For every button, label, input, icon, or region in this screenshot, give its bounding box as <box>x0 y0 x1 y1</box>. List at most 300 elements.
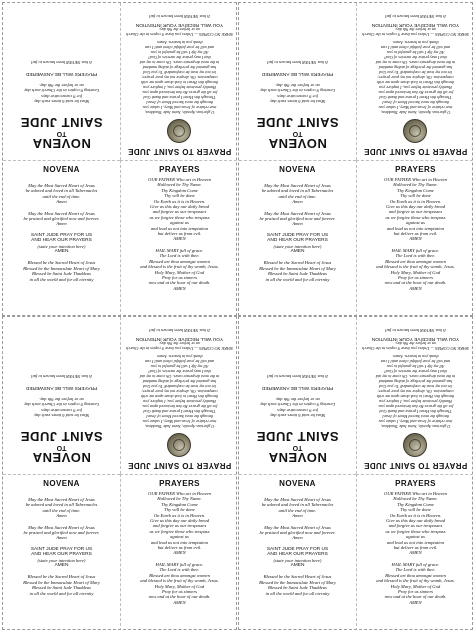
our-father-line: and forgive us our trespasses <box>388 209 443 215</box>
sacred-heart-line: May the Most Sacred Heart of Jesus <box>264 183 331 188</box>
hail-mary-line: now and at the hour of our death. <box>148 280 211 286</box>
copies-note: MAKE NO COPIES — Unless you leave 9 copies in the Church on or before the 9th day. <box>126 341 233 351</box>
card-front-novena <box>3 160 120 316</box>
hail-mary-line: and blessed is the fruit of thy womb, Jesus. <box>376 578 455 584</box>
blessed-line: Blessed be the Immaculate Heart of Mary <box>259 265 336 271</box>
hail-mary-line: HAIL MARY full of grace. <box>391 247 440 253</box>
prayers-front-panel <box>121 475 237 630</box>
our-father-line: but deliver us from evil. <box>393 231 438 237</box>
never-fail-line: It has NEVER been known to fail <box>267 373 328 379</box>
our-father-line: as we forgive those who trespass <box>385 214 446 220</box>
novena-back-panel <box>239 317 356 474</box>
saint-jude-prayer-line: All my life I will be grateful to you <box>386 50 445 55</box>
hail-mary-line: and blessed is the fruit of thy womb, Jesus. <box>376 264 455 270</box>
saint-jude-prayer-line: true relative of Jesus and Mary, I salute you <box>142 419 217 424</box>
hail-mary-line: The Lord is with thee. <box>395 567 436 573</box>
saint-jude-prayer-line: for all the graces He has bestowed upon you. <box>377 404 454 409</box>
instruction-line: Leaving 9 copies in the Church each day <box>260 402 335 408</box>
blessed-line: Blessed be Saint Jude Thaddeus <box>268 585 327 591</box>
hail-mary-line: Holy Mary, Mother of God <box>390 583 441 589</box>
saint-jude-prayer-line: and will be your faithful client until I can <box>380 45 451 50</box>
blessed-line: in all the world and for all eternity <box>265 590 330 596</box>
saint-jude-prayer-line: O glorious Apostle, Saint Jude Thaddeus, <box>380 424 451 429</box>
saint-jude-prayer-line: true relative of Jesus and Mary, I salute you <box>378 105 453 110</box>
hail-mary-line: now and at the hour of our death. <box>384 280 447 286</box>
novena-heading: NOVENA <box>268 450 327 465</box>
blessed-line: Blessed be the Immaculate Heart of Mary <box>23 265 100 271</box>
our-father-line: Thy Kingdom Come <box>397 187 434 193</box>
our-father-line: and forgive us our trespasses <box>388 523 443 529</box>
sacred-heart-line: May the Most Sacred Heart of Jesus <box>28 497 95 502</box>
saint-jude-prayer-line: Humbly prostrate before you, I implore you <box>143 399 216 404</box>
our-father-line: and forgive us our trespasses <box>152 209 207 215</box>
sacred-heart-line: until the end of time. <box>42 193 81 199</box>
prayers-front-panel <box>357 475 473 630</box>
saint-jude-prayer-line: in the most desperate cases. Oh come to my aid <box>375 374 456 379</box>
saint-jude-prayer-line: All my life I will be grateful to you <box>150 50 209 55</box>
pray-for-us-line: SAINT JUDE PRAY FOR US <box>266 546 329 552</box>
our-father-line: against us <box>170 220 189 226</box>
card-back-novena <box>239 3 356 160</box>
copies-note: MAKE NO COPIES — Unless you leave 9 copies in the Church on or before the 9th day. <box>126 27 233 37</box>
our-father-line: Thy Kingdom Come <box>397 501 434 507</box>
instruction-line: for 9 consecutive days <box>277 407 318 413</box>
sacred-heart-line: be adored and loved in all Tabernacles <box>261 502 334 508</box>
novena-heading: NOVENA <box>32 450 91 465</box>
saint-jude-prayer-line: O glorious Apostle, Saint Jude Thaddeus, <box>380 110 451 115</box>
praise-line: Amen <box>292 221 303 227</box>
amen-line: AMEN <box>290 249 305 255</box>
saint-jude-prayer-line: All my life I will be grateful to you <box>150 364 209 369</box>
instruction-line: Must be said 6 times each day <box>269 413 326 418</box>
saint-jude-heading: SAINT JUDE <box>20 429 103 444</box>
our-father-line: Thy Kingdom Come <box>161 501 198 507</box>
our-father-line: Thy will be done <box>400 507 431 513</box>
instruction-line: for 9 consecutive days <box>41 407 82 413</box>
hail-mary-line: Holy Mary, Mother of God <box>390 269 441 275</box>
our-father-line: against us <box>406 220 425 226</box>
prayers-title: PRAYERS <box>395 479 436 488</box>
our-father-line: Thy will be done <box>400 193 431 199</box>
hail-mary-line: Holy Mary, Mother of God <box>154 269 205 275</box>
intention-line: YOU WILL RECEIVE YOUR INTENTION <box>371 336 460 341</box>
answered-line: PRAYERS WILL BE ANSWERED <box>261 385 334 391</box>
sacred-heart-line: Amen <box>56 513 67 519</box>
hear-prayers-line: AND HEAR OUR PRAYERS <box>31 552 92 558</box>
instruction-line: on or before the 9th day. <box>275 396 320 402</box>
pray-for-us-line: SAINT JUDE PRAY FOR US <box>266 232 329 238</box>
answered-line: PRAYERS WILL BE ANSWERED <box>261 71 334 77</box>
our-father-line: AMEN <box>409 236 422 242</box>
prayer-card <box>2 316 237 630</box>
saint-jude-prayer-line: let not my trust be confounded! To you God <box>379 384 452 389</box>
hail-mary-line: HAIL MARY full of grace. <box>391 561 440 567</box>
hail-mary-line: The Lord is with thee. <box>395 253 436 259</box>
hear-prayers-line: AND HEAR OUR PRAYERS <box>267 238 328 244</box>
novena-title: NOVENA <box>279 479 316 488</box>
prayer-to-saint-jude-title: PRAYER TO SAINT JUDE <box>127 147 232 156</box>
saint-jude-prayer-line: Through this Heart I praise and thank God <box>379 95 452 100</box>
saint-jude-prayer-line: Through this Heart I praise and thank God <box>143 409 216 414</box>
saint-jude-prayer-line: Humbly prostrate before you, I implore you <box>379 85 452 90</box>
saint-jude-prayer-line: through the most Sacred Heart of Jesus! <box>381 100 450 105</box>
novena-title: NOVENA <box>43 165 80 174</box>
hail-mary-line: The Lord is with thee. <box>159 253 200 259</box>
hear-prayers-line: AND HEAR OUR PRAYERS <box>31 238 92 244</box>
instruction-line: for 9 consecutive days <box>41 93 82 99</box>
prayers-title: PRAYERS <box>159 165 200 174</box>
our-father-line: Hallowed be Thy Name. <box>393 496 438 502</box>
instruction-line: Must be said 6 times each day <box>33 99 90 104</box>
answered-line: PRAYERS WILL BE ANSWERED <box>25 385 98 391</box>
blessed-line: Blessed be the Immaculate Heart of Mary <box>23 579 100 585</box>
novena-title: NOVENA <box>43 479 80 488</box>
our-father-line: and lead us not into temptation <box>150 225 209 231</box>
our-father-line: Hallowed be Thy Name. <box>393 182 438 188</box>
saint-jude-medal-image <box>404 119 428 143</box>
hail-mary-line: HAIL MARY full of grace. <box>155 247 204 253</box>
saint-jude-prayer-line: that I may praise the mercies of God! <box>384 369 447 374</box>
instruction-line: for 9 consecutive days <box>277 93 318 99</box>
to-heading: TO <box>292 444 303 451</box>
our-father-line: On Earth as it is in Heaven. <box>153 512 206 518</box>
saint-jude-prayer-line: in the most desperate cases. Oh come to my aid <box>375 60 456 65</box>
hail-mary-line: Pray for us sinners <box>161 274 198 280</box>
praise-line: be praised and glorified now and forever. <box>23 530 100 536</box>
our-father-line: and forgive us our trespasses <box>152 523 207 529</box>
praise-line: be praised and glorified now and forever. <box>259 530 336 536</box>
saint-jude-heading: SAINT JUDE <box>20 115 103 130</box>
saint-jude-prayer-line: true relative of Jesus and Mary, I salute you <box>142 105 217 110</box>
saint-jude-prayer-line: through the most Sacred Heart of Jesus! <box>145 100 214 105</box>
copies-note: MAKE NO COPIES — Unless you leave 9 copies in the Church on or before the 9th day. <box>362 27 469 37</box>
saint-jude-prayer-line: compassion. Oh, despise not my poor prayer; <box>141 389 218 394</box>
saint-jude-prayer-line: that I may praise the mercies of God! <box>148 55 211 60</box>
our-father-line: as we forgive those who trespass <box>149 528 210 534</box>
prayers-back-panel <box>121 317 237 474</box>
saint-jude-prayer-line: has granted the privilege of aiding mankind <box>142 65 217 70</box>
saint-jude-prayer-line: and will be your faithful client until I can <box>380 359 451 364</box>
card-front-novena <box>239 474 356 630</box>
saint-jude-prayer-line: and will be your faithful client until I can <box>144 45 215 50</box>
card-back-novena <box>3 3 120 160</box>
blessed-line: in all the world and for all eternity <box>29 590 94 596</box>
answered-line: PRAYERS WILL BE ANSWERED <box>25 71 98 77</box>
praise-line: Amen <box>292 535 303 541</box>
saint-jude-medal-image <box>168 433 192 457</box>
blessed-line: Blessed be Saint Jude Thaddeus <box>268 271 327 277</box>
saint-jude-prayer-line: thank you in heaven. Amen. <box>156 40 203 45</box>
amen-line: AMEN <box>54 249 69 255</box>
saint-jude-medal-image <box>168 119 192 143</box>
hail-mary-line: AMEN <box>173 285 186 291</box>
hail-mary-line: AMEN <box>173 599 186 605</box>
spacer <box>8 104 115 110</box>
saint-jude-prayer-line: in the most desperate cases. Oh come to my aid <box>139 374 220 379</box>
our-father-line: OUR FATHER Who art in Heaven <box>148 177 211 182</box>
intention-note: (state your intention here) <box>37 557 86 563</box>
hail-mary-line: Pray for us sinners <box>397 588 434 594</box>
blessed-line: Blessed be the Sacred Heart of Jesus <box>27 574 96 580</box>
copies-note: MAKE NO COPIES — Unless you leave 9 copies in the Church on or before the 9th day. <box>362 341 469 351</box>
our-father-line: as we forgive those who trespass <box>149 214 210 220</box>
never-fail-line: It has NEVER been known to fail <box>385 13 446 19</box>
card-front-prayers <box>356 160 473 316</box>
card-back-prayer <box>120 3 237 160</box>
amen-line: AMEN <box>54 563 69 569</box>
hear-prayers-line: AND HEAR OUR PRAYERS <box>267 552 328 558</box>
never-fail-line: It has NEVER been known to fail <box>149 13 210 19</box>
hail-mary-line: and blessed is the fruit of thy womb, Jesus. <box>140 578 219 584</box>
saint-jude-prayer-line: through this Heart to look down upon me with <box>140 394 219 399</box>
our-father-line: Thy Kingdom Come <box>161 187 198 193</box>
our-father-line: but deliver us from evil. <box>157 545 202 551</box>
novena-front-panel <box>239 475 356 630</box>
prayers-title: PRAYERS <box>159 479 200 488</box>
our-father-line: OUR FATHER Who art in Heaven <box>384 491 447 496</box>
hail-mary-line: Pray for us sinners <box>397 274 434 280</box>
never-fail-line: It has NEVER been known to fail <box>31 373 92 379</box>
blessed-line: Blessed be Saint Jude Thaddeus <box>32 271 91 277</box>
saint-jude-prayer-line: and will be your faithful client until I can <box>144 359 215 364</box>
saint-jude-prayer-line: compassion. Oh, despise not my poor prayer; <box>141 75 218 80</box>
our-father-line: AMEN <box>173 550 186 556</box>
card-back-novena <box>3 317 120 474</box>
prayers-title: PRAYERS <box>395 165 436 174</box>
never-fail-line: It has NEVER been known to fail <box>267 59 328 65</box>
saint-jude-prayer-line: for all the graces He has bestowed upon you. <box>141 404 218 409</box>
saint-jude-heading: SAINT JUDE <box>256 115 339 130</box>
our-father-line: Give us this day our daily bread <box>385 518 446 524</box>
saint-jude-prayer-line: for all the graces He has bestowed upon you. <box>141 90 218 95</box>
our-father-line: against us <box>406 534 425 540</box>
hail-mary-line: Blessed art thou amongst women <box>149 258 210 264</box>
our-father-line: but deliver us from evil. <box>393 545 438 551</box>
saint-jude-medal-image <box>404 433 428 457</box>
pray-for-us-line: SAINT JUDE PRAY FOR US <box>30 232 93 238</box>
instruction-line: on or before the 9th day. <box>39 396 84 402</box>
saint-jude-prayer-line: Through this Heart I praise and thank God <box>379 409 452 414</box>
saint-jude-prayer-line: O glorious Apostle, Saint Jude Thaddeus, <box>144 424 215 429</box>
amen-line: AMEN <box>290 563 305 569</box>
hail-mary-line: AMEN <box>409 285 422 291</box>
novena-front-panel <box>3 475 120 630</box>
hail-mary-line: now and at the hour of our death. <box>148 594 211 600</box>
saint-jude-prayer-line: thank you in heaven. Amen. <box>392 354 439 359</box>
novena-heading: NOVENA <box>268 136 327 151</box>
saint-jude-prayer-line: through this Heart to look down upon me with <box>376 394 455 399</box>
our-father-line: Thy will be done <box>164 507 195 513</box>
our-father-line: but deliver us from evil. <box>157 231 202 237</box>
praise-line: Amen <box>56 221 67 227</box>
intention-line: YOU WILL RECEIVE YOUR INTENTION <box>135 22 224 27</box>
our-father-line: OUR FATHER Who art in Heaven <box>148 491 211 496</box>
saint-jude-prayer-line: through the most Sacred Heart of Jesus! <box>145 414 214 419</box>
card-back-novena <box>239 317 356 474</box>
prayers-back-panel <box>121 3 237 160</box>
praise-line: May the Most Sacred Heart of Jesus <box>264 524 331 530</box>
saint-jude-prayer-line: for all the graces He has bestowed upon you. <box>377 90 454 95</box>
instruction-line: Leaving 9 copies in the Church each day <box>24 88 99 94</box>
intention-note: (state your intention here) <box>273 243 322 249</box>
instruction-line: Must be said 6 times each day <box>269 99 326 104</box>
saint-jude-prayer-line: Humbly prostrate before you, I implore you <box>143 85 216 90</box>
sacred-heart-line: be adored and loved in all Tabernacles <box>261 188 334 194</box>
novena-back-panel <box>3 317 120 474</box>
prayers-front-panel <box>357 161 473 316</box>
card-back-prayer <box>120 317 237 474</box>
card-front-prayers <box>120 474 237 630</box>
sacred-heart-line: Amen <box>292 513 303 519</box>
our-father-line: against us <box>170 534 189 540</box>
to-heading: TO <box>56 130 67 137</box>
saint-jude-prayer-line: through this Heart to look down upon me with <box>140 80 219 85</box>
saint-jude-prayer-line: that I may praise the mercies of God! <box>384 55 447 60</box>
to-heading: TO <box>292 130 303 137</box>
hail-mary-line: The Lord is with thee. <box>159 567 200 573</box>
saint-jude-prayer-line: Humbly prostrate before you, I implore you <box>379 399 452 404</box>
our-father-line: OUR FATHER Who art in Heaven <box>384 177 447 182</box>
blessed-line: Blessed be the Immaculate Heart of Mary <box>259 579 336 585</box>
our-father-line: Give us this day our daily bread <box>149 518 210 524</box>
our-father-line: Give us this day our daily bread <box>149 204 210 210</box>
prayers-back-panel <box>357 3 473 160</box>
praise-line: May the Most Sacred Heart of Jesus <box>264 210 331 216</box>
card-front-prayers <box>356 474 473 630</box>
saint-jude-prayer-line: through the most Sacred Heart of Jesus! <box>381 414 450 419</box>
hail-mary-line: Blessed art thou amongst women <box>385 572 446 578</box>
our-father-line: and lead us not into temptation <box>150 539 209 545</box>
our-father-line: Thy will be done <box>164 193 195 199</box>
blessed-line: Blessed be the Sacred Heart of Jesus <box>263 574 332 580</box>
sacred-heart-line: until the end of time. <box>278 507 317 513</box>
novena-heading: NOVENA <box>32 136 91 151</box>
our-father-line: On Earth as it is in Heaven. <box>389 198 442 204</box>
saint-jude-prayer-line: O glorious Apostle, Saint Jude Thaddeus, <box>144 110 215 115</box>
sacred-heart-line: be adored and loved in all Tabernacles <box>25 188 98 194</box>
saint-jude-prayer-line: let not my trust be confounded! To you God <box>379 70 452 75</box>
saint-jude-prayer-line: through this Heart to look down upon me with <box>376 80 455 85</box>
prayers-back-panel <box>357 317 473 474</box>
saint-jude-prayer-line: has granted the privilege of aiding mankind <box>378 379 453 384</box>
novena-front-panel <box>239 161 356 316</box>
prayer-card <box>2 2 237 316</box>
instruction-line: Must be said 6 times each day <box>33 413 90 418</box>
hail-mary-line: now and at the hour of our death. <box>384 594 447 600</box>
hail-mary-line: Holy Mary, Mother of God <box>154 583 205 589</box>
card-front-novena <box>3 474 120 630</box>
saint-jude-prayer-line: let not my trust be confounded! To you God <box>143 70 216 75</box>
our-father-line: Hallowed be Thy Name. <box>157 182 202 188</box>
our-father-line: Hallowed be Thy Name. <box>157 496 202 502</box>
praise-line: May the Most Sacred Heart of Jesus <box>28 210 95 216</box>
prayer-card <box>238 2 473 316</box>
blessed-line: Blessed be the Sacred Heart of Jesus <box>263 260 332 266</box>
our-father-line: and lead us not into temptation <box>386 539 445 545</box>
saint-jude-prayer-line: compassion. Oh, despise not my poor prayer; <box>377 75 454 80</box>
blessed-line: Blessed be Saint Jude Thaddeus <box>32 585 91 591</box>
blessed-line: in all the world and for all eternity <box>29 276 94 282</box>
hail-mary-line: HAIL MARY full of grace. <box>155 561 204 567</box>
saint-jude-heading: SAINT JUDE <box>256 429 339 444</box>
intention-line: YOU WILL RECEIVE YOUR INTENTION <box>371 22 460 27</box>
spacer <box>244 418 351 424</box>
saint-jude-prayer-line: thank you in heaven. Amen. <box>156 354 203 359</box>
sacred-heart-line: Amen <box>292 199 303 205</box>
praise-line: be praised and glorified now and forever. <box>259 216 336 222</box>
prayer-to-saint-jude-title: PRAYER TO SAINT JUDE <box>127 461 232 470</box>
never-fail-line: It has NEVER been known to fail <box>31 59 92 65</box>
hail-mary-line: Blessed art thou amongst women <box>149 572 210 578</box>
saint-jude-prayer-line: true relative of Jesus and Mary, I salute you <box>378 419 453 424</box>
hail-mary-line: AMEN <box>409 599 422 605</box>
saint-jude-prayer-line: let not my trust be confounded! To you God <box>143 384 216 389</box>
prayers-front-panel <box>121 161 237 316</box>
saint-jude-prayer-line: All my life I will be grateful to you <box>386 364 445 369</box>
spacer <box>8 418 115 424</box>
never-fail-line: It has NEVER been known to fail <box>149 327 210 333</box>
blessed-line: in all the world and for all eternity <box>265 276 330 282</box>
our-father-line: On Earth as it is in Heaven. <box>153 198 206 204</box>
novena-title: NOVENA <box>279 165 316 174</box>
intention-line: YOU WILL RECEIVE YOUR INTENTION <box>135 336 224 341</box>
saint-jude-prayer-line: Through this Heart I praise and thank God <box>143 95 216 100</box>
pray-for-us-line: SAINT JUDE PRAY FOR US <box>30 546 93 552</box>
never-fail-line: It has NEVER been known to fail <box>385 327 446 333</box>
novena-back-panel <box>239 3 356 160</box>
intention-note: (state your intention here) <box>273 557 322 563</box>
card-front-novena <box>239 160 356 316</box>
prayer-card <box>238 316 473 630</box>
sacred-heart-line: until the end of time. <box>42 507 81 513</box>
praise-line: Amen <box>56 535 67 541</box>
saint-jude-prayer-line: that I may praise the mercies of God! <box>148 369 211 374</box>
saint-jude-prayer-line: has granted the privilege of aiding mankind <box>142 379 217 384</box>
instruction-line: Leaving 9 copies in the Church each day <box>260 88 335 94</box>
sacred-heart-line: May the Most Sacred Heart of Jesus <box>264 497 331 502</box>
our-father-line: AMEN <box>173 236 186 242</box>
saint-jude-prayer-line: compassion. Oh, despise not my poor prayer; <box>377 389 454 394</box>
hail-mary-line: Blessed art thou amongst women <box>385 258 446 264</box>
sacred-heart-line: May the Most Sacred Heart of Jesus <box>28 183 95 188</box>
card-back-prayer <box>356 3 473 160</box>
to-heading: TO <box>56 444 67 451</box>
praise-line: May the Most Sacred Heart of Jesus <box>28 524 95 530</box>
hail-mary-line: and blessed is the fruit of thy womb, Jesus. <box>140 264 219 270</box>
spacer <box>244 104 351 110</box>
saint-jude-prayer-line: has granted the privilege of aiding mankind <box>378 65 453 70</box>
sacred-heart-line: be adored and loved in all Tabernacles <box>25 502 98 508</box>
praise-line: be praised and glorified now and forever. <box>23 216 100 222</box>
our-father-line: On Earth as it is in Heaven. <box>389 512 442 518</box>
novena-back-panel <box>3 3 120 160</box>
novena-front-panel <box>3 161 120 316</box>
our-father-line: as we forgive those who trespass <box>385 528 446 534</box>
sacred-heart-line: until the end of time. <box>278 193 317 199</box>
prayer-to-saint-jude-title: PRAYER TO SAINT JUDE <box>363 147 468 156</box>
sacred-heart-line: Amen <box>56 199 67 205</box>
instruction-line: Leaving 9 copies in the Church each day <box>24 402 99 408</box>
instruction-line: on or before the 9th day. <box>39 82 84 88</box>
our-father-line: Give us this day our daily bread <box>385 204 446 210</box>
card-back-prayer <box>356 317 473 474</box>
prayer-to-saint-jude-title: PRAYER TO SAINT JUDE <box>363 461 468 470</box>
our-father-line: AMEN <box>409 550 422 556</box>
blessed-line: Blessed be the Sacred Heart of Jesus <box>27 260 96 266</box>
saint-jude-prayer-line: thank you in heaven. Amen. <box>392 40 439 45</box>
our-father-line: and lead us not into temptation <box>386 225 445 231</box>
card-front-prayers <box>120 160 237 316</box>
